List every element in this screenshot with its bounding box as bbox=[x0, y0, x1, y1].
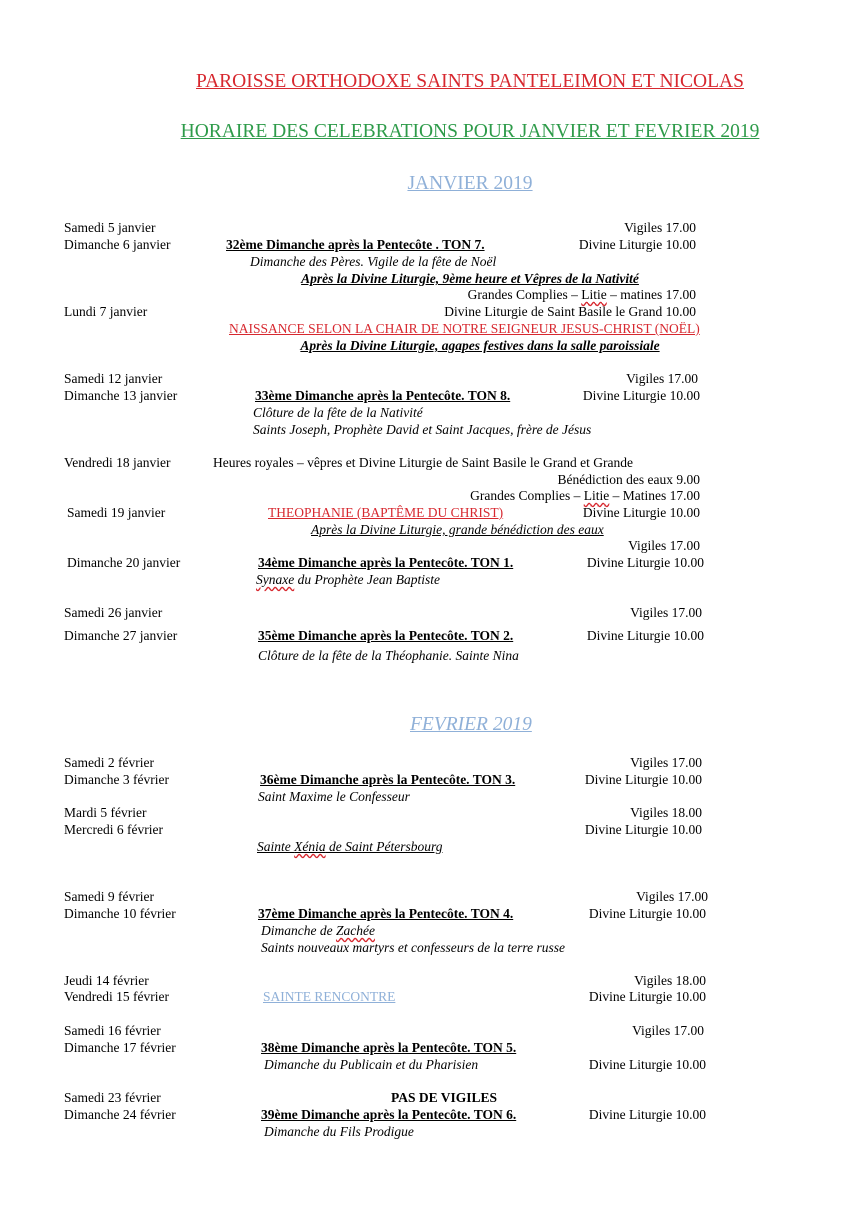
date-ven18: Vendredi 18 janvier bbox=[64, 455, 171, 470]
time-sam5: Vigiles 17.00 bbox=[624, 220, 696, 235]
date-dim17: Dimanche 17 février bbox=[64, 1040, 176, 1055]
time-dim17: Divine Liturgie 10.00 bbox=[588, 1057, 706, 1072]
time-sam16: Vigiles 17.00 bbox=[632, 1023, 704, 1038]
time-sam2: Vigiles 17.00 bbox=[630, 755, 702, 770]
feast-lun7: NAISSANCE SELON LA CHAIR DE NOTRE SEIGNEUR JESUS-CHRIST (NOËL) bbox=[229, 321, 700, 336]
time-ven15: Divine Liturgie 10.00 bbox=[588, 989, 706, 1004]
date-sam16: Samedi 16 février bbox=[64, 1023, 161, 1038]
note-dim20: Synaxe du Prophète Jean Baptiste bbox=[256, 572, 440, 587]
complies-ven18: Grandes Complies – Litie – Matines 17.00 bbox=[470, 488, 700, 503]
date-dim13: Dimanche 13 janvier bbox=[64, 388, 178, 403]
title-dim27: 35ème Dimanche après la Pentecôte. TON 2. bbox=[258, 628, 514, 643]
date-dim3: Dimanche 3 février bbox=[64, 772, 169, 787]
date-dim10: Dimanche 10 février bbox=[64, 906, 176, 921]
time-jeu14: Vigiles 18.00 bbox=[634, 973, 706, 988]
time-dim24: Divine Liturgie 10.00 bbox=[588, 1107, 706, 1122]
date-ven15: Vendredi 15 février bbox=[64, 989, 169, 1004]
date-dim24: Dimanche 24 février bbox=[64, 1107, 176, 1122]
text2-ven18: Bénédiction des eaux 9.00 bbox=[557, 472, 700, 487]
title-dim24: 39ème Dimanche après la Pentecôte. TON 6. bbox=[261, 1107, 517, 1122]
time-sam19: Divine Liturgie 10.00 bbox=[582, 505, 700, 520]
date-mer6: Mercredi 6 février bbox=[64, 822, 163, 837]
time-lun7: Divine Liturgie de Saint Basile le Grand 10.00 bbox=[444, 304, 696, 319]
feast-sam19: THEOPHANIE (BAPTÊME DU CHRIST) bbox=[268, 505, 504, 520]
title-dim6: 32ème Dimanche après la Pentecôte . TON 7. bbox=[226, 237, 485, 252]
time-dim10: Divine Liturgie 10.00 bbox=[588, 906, 706, 921]
janvier-title: JANVIER 2019 bbox=[407, 173, 533, 194]
note-dim24: Dimanche du Fils Prodigue bbox=[264, 1124, 414, 1139]
note-mer6: Sainte Xénia de Saint Pétersbourg bbox=[257, 839, 443, 854]
time-sam12: Vigiles 17.00 bbox=[626, 371, 698, 386]
title-dim13: 33ème Dimanche après la Pentecôte. TON 8. bbox=[255, 388, 511, 403]
time2-sam19: Vigiles 17.00 bbox=[628, 538, 700, 553]
title-dim17: 38ème Dimanche après la Pentecôte. TON 5. bbox=[261, 1040, 517, 1055]
note2-dim10: Saints nouveaux martyrs et confesseurs de la terre russe bbox=[261, 940, 565, 955]
complies-dim6: Grandes Complies – Litie – matines 17.00 bbox=[467, 287, 696, 302]
title-dim3: 36ème Dimanche après la Pentecôte. TON 3. bbox=[260, 772, 516, 787]
date-sam5: Samedi 5 janvier bbox=[64, 220, 156, 235]
time-dim20: Divine Liturgie 10.00 bbox=[586, 555, 704, 570]
title-dim10: 37ème Dimanche après la Pentecôte. TON 4. bbox=[258, 906, 514, 921]
time-dim6: Divine Liturgie 10.00 bbox=[578, 237, 696, 252]
time-dim27: Divine Liturgie 10.00 bbox=[586, 628, 704, 643]
time-mer6: Divine Liturgie 10.00 bbox=[584, 822, 702, 837]
time-dim13: Divine Liturgie 10.00 bbox=[582, 388, 700, 403]
fevrier-title: FEVRIER 2019 bbox=[410, 714, 532, 735]
time-dim3: Divine Liturgie 10.00 bbox=[584, 772, 702, 787]
note1-dim10: Dimanche de Zachée bbox=[261, 923, 375, 938]
date-sam2: Samedi 2 février bbox=[64, 755, 154, 770]
time-sam26: Vigiles 17.00 bbox=[630, 605, 702, 620]
parish-title: PAROISSE ORTHODOXE SAINTS PANTELEIMON ET NICOLAS bbox=[196, 71, 744, 92]
note-dim3: Saint Maxime le Confesseur bbox=[258, 789, 410, 804]
feast-ven15: SAINTE RENCONTRE bbox=[263, 989, 396, 1004]
date-sam23: Samedi 23 février bbox=[64, 1090, 161, 1105]
text-sam23: PAS DE VIGILES bbox=[391, 1090, 498, 1105]
date-dim6: Dimanche 6 janvier bbox=[64, 237, 171, 252]
title-dim20: 34ème Dimanche après la Pentecôte. TON 1. bbox=[258, 555, 514, 570]
date-sam12: Samedi 12 janvier bbox=[64, 371, 163, 386]
date-dim20: Dimanche 20 janvier bbox=[67, 555, 181, 570]
note-sam19: Après la Divine Liturgie, grande bénédiction des eaux bbox=[311, 522, 604, 537]
date-dim27: Dimanche 27 janvier bbox=[64, 628, 178, 643]
date-lun7: Lundi 7 janvier bbox=[64, 304, 148, 319]
schedule-title: HORAIRE DES CELEBRATIONS POUR JANVIER ET FEVRIER 2019 bbox=[180, 121, 760, 142]
text-ven18: Heures royales – vêpres et Divine Liturgie de Saint Basile le Grand et Grande bbox=[213, 455, 633, 470]
note2-dim6: Après la Divine Liturgie, 9ème heure et Vêpres de la Nativité bbox=[301, 271, 639, 286]
date-sam9: Samedi 9 février bbox=[64, 889, 154, 904]
note-dim17: Dimanche du Publicain et du Pharisien bbox=[264, 1057, 479, 1072]
note1-dim6: Dimanche des Pères. Vigile de la fête de Noël bbox=[250, 254, 497, 269]
time-sam9: Vigiles 17.00 bbox=[636, 889, 708, 904]
note-lun7: Après la Divine Liturgie, agapes festives dans la salle paroissiale bbox=[300, 338, 660, 353]
date-sam26: Samedi 26 janvier bbox=[64, 605, 163, 620]
date-sam19: Samedi 19 janvier bbox=[67, 505, 166, 520]
date-jeu14: Jeudi 14 février bbox=[64, 973, 149, 988]
time-mar5: Vigiles 18.00 bbox=[630, 805, 702, 820]
note-dim27: Clôture de la fête de la Théophanie. Sainte Nina bbox=[258, 648, 519, 663]
note2-dim13: Saints Joseph, Prophète David et Saint Jacques, frère de Jésus bbox=[253, 422, 592, 437]
date-mar5: Mardi 5 février bbox=[64, 805, 147, 820]
note1-dim13: Clôture de la fête de la Nativité bbox=[253, 405, 423, 420]
